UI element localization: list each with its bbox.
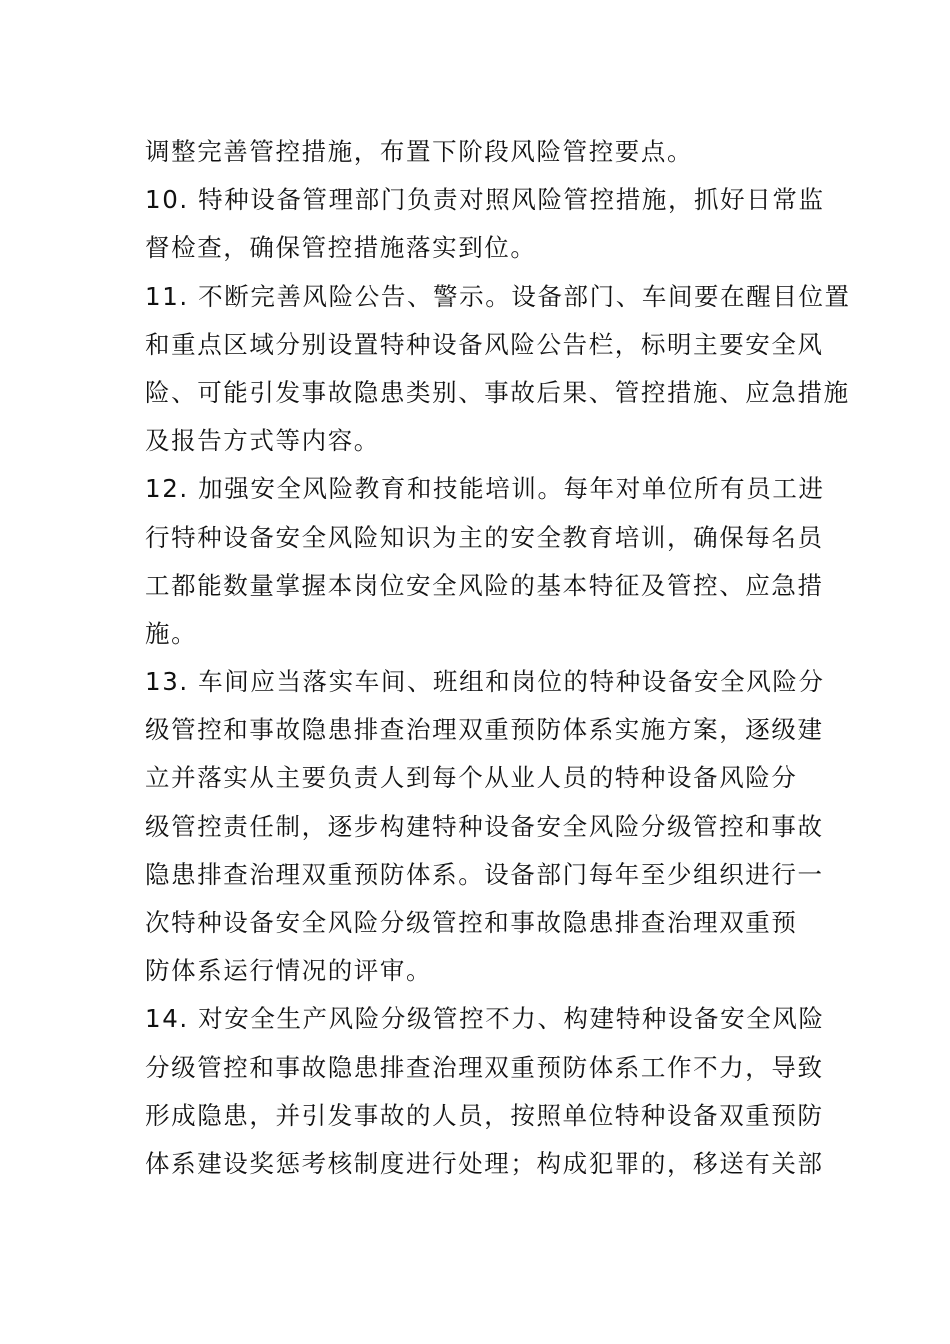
text-line: 立并落实从主要负责人到每个从业人员的特种设备风险分 bbox=[145, 763, 798, 793]
text-line: 隐患排查治理双重预防体系。设备部门每年至少组织进行一 bbox=[145, 859, 824, 889]
document-body bbox=[145, 128, 851, 1188]
text-line: 行特种设备安全风险知识为主的安全教育培训，确保每名员 bbox=[145, 522, 824, 552]
text-line: 险、可能引发事故隐患类别、事故后果、管控措施、应急措施 bbox=[145, 377, 850, 407]
text-line: 工都能数量掌握本岗位安全风险的基本特征及管控、应急措 bbox=[145, 570, 824, 600]
text-line: 体系建设奖惩考核制度进行处理；构成犯罪的，移送有关部 bbox=[145, 1148, 824, 1178]
text-line: 分级管控和事故隐患排查治理双重预防体系工作不力，导致 bbox=[145, 1052, 824, 1082]
text-line: 10. 特种设备管理部门负责对照风险管控措施，抓好日常监 bbox=[145, 185, 825, 215]
text-line: 及报告方式等内容。 bbox=[145, 426, 380, 456]
text-line: 形成隐患，并引发事故的人员，按照单位特种设备双重预防 bbox=[145, 1100, 824, 1130]
text-line: 12. 加强安全风险教育和技能培训。每年对单位所有员工进 bbox=[145, 474, 825, 504]
text-line: 督检查，确保管控措施落实到位。 bbox=[145, 233, 537, 263]
text-line: 施。 bbox=[145, 618, 198, 648]
text-line: 级管控和事故隐患排查治理双重预防体系实施方案，逐级建 bbox=[145, 715, 824, 745]
text-line: 次特种设备安全风险分级管控和事故隐患排查治理双重预 bbox=[145, 908, 798, 937]
text-line: 11. 不断完善风险公告、警示。设备部门、车间要在醒目位置 bbox=[145, 281, 851, 311]
text-line: 13. 车间应当落实车间、班组和岗位的特种设备安全风险分 bbox=[145, 667, 825, 697]
text-line: 调整完善管控措施，布置下阶段风险管控要点。 bbox=[145, 137, 694, 166]
text-line: 级管控责任制，逐步构建特种设备安全风险分级管控和事故 bbox=[145, 811, 824, 841]
text-line: 14. 对安全生产风险分级管控不力、构建特种设备安全风险 bbox=[145, 1004, 825, 1034]
text-line: 和重点区域分别设置特种设备风险公告栏，标明主要安全风 bbox=[145, 329, 824, 359]
text-line: 防体系运行情况的评审。 bbox=[145, 956, 433, 986]
